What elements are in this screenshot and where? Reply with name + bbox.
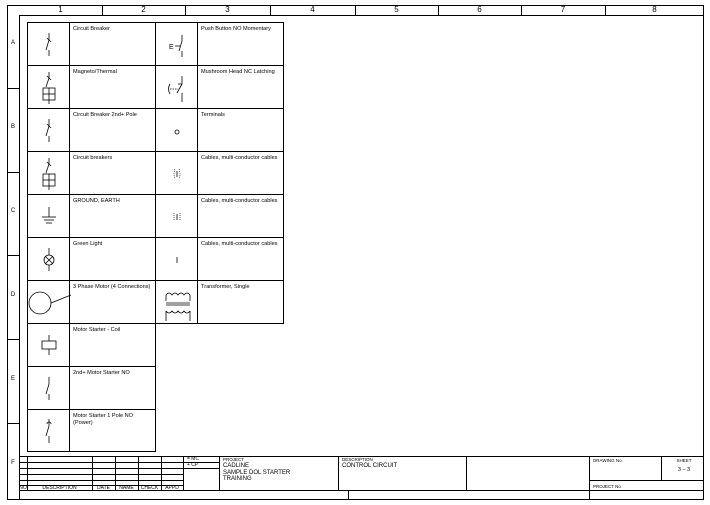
project-no-label: PROJECT No [593, 484, 621, 489]
legend-symbol-cell [27, 237, 70, 281]
legend-label: Circuit Breaker 2nd+ Pole [73, 112, 137, 118]
tb-divider [466, 456, 467, 490]
legend-label-cell [69, 366, 156, 410]
drawing-no-label: DRAWING No. [593, 458, 623, 463]
legend-symbol-cell [27, 194, 70, 238]
row-divider [7, 255, 19, 256]
tb-divider [219, 456, 220, 490]
column-divider [521, 5, 522, 15]
legend-label-cell [69, 194, 156, 238]
project-line: SAMPLE DOL STARTER [223, 469, 291, 476]
legend-symbol-cell [27, 366, 70, 410]
rev-line [19, 474, 183, 475]
project-line: TRAINING [223, 476, 252, 482]
column-divider [185, 5, 186, 15]
description-label: DESCRIPTION [342, 457, 373, 462]
legend-label-cell [69, 22, 156, 66]
row-letter: C [10, 208, 16, 214]
ground-icon [28, 195, 71, 239]
row-letter: B [10, 124, 15, 130]
legend-label: 2nd+ Motor Starter NO [73, 370, 130, 376]
legend-symbol-cell [27, 280, 70, 324]
sheet-value: 3 – 3 [677, 467, 691, 473]
legend-label: Push Button NO Momentary [201, 26, 271, 32]
magneto-thermal-icon [28, 66, 71, 110]
three-phase-motor-icon [28, 281, 71, 325]
column-number: 2 [141, 5, 146, 14]
legend-label-cell [197, 280, 284, 324]
row-letter: F [11, 460, 15, 466]
column-number: 4 [310, 5, 315, 14]
legend-label: Transformer, Single [201, 284, 250, 290]
legend-label-cell [69, 280, 156, 324]
circuit-breaker-icon [28, 23, 71, 67]
rev-header-date: DATE [97, 485, 110, 491]
legend-symbol-cell [155, 280, 198, 324]
legend-label: Green Light [73, 241, 103, 247]
column-divider [270, 5, 271, 15]
legend-label: Terminals [201, 112, 225, 118]
center-mark [348, 490, 349, 500]
circuit-breakers-icon [28, 152, 71, 196]
rev-header-check: CHECK [140, 485, 159, 491]
svg-text:E: E [169, 44, 174, 51]
legend-label-cell [197, 194, 284, 238]
mc-label: = MC [187, 456, 200, 462]
row-letter: A [10, 40, 15, 46]
rev-header-name: NAME [119, 485, 134, 491]
legend-symbol-cell [27, 151, 70, 195]
legend-label: Mushroom Head NC Latching [201, 69, 275, 75]
project-line: CADLINE [223, 463, 250, 469]
sheet-label: SHEET [676, 458, 692, 463]
legend-symbol-cell [27, 65, 70, 109]
column-divider [355, 5, 356, 15]
green-light-icon [28, 238, 71, 282]
push-button-icon [156, 23, 199, 67]
transformer-icon [156, 281, 199, 325]
rev-header-appd: APPD [165, 485, 179, 491]
motor-starter-pole-no-icon [28, 410, 71, 453]
legend-symbol-cell [27, 409, 70, 452]
legend-label-cell [69, 409, 156, 452]
mushroom-head-icon [156, 66, 199, 110]
motor-starter-no-icon [28, 367, 71, 411]
tb-divider [183, 468, 219, 469]
circuit-breaker-pole-icon [28, 109, 71, 153]
motor-starter-coil-icon [28, 324, 71, 368]
cable-icon [156, 152, 199, 196]
legend-label: Magneto/Thermal [73, 69, 117, 75]
column-divider [605, 5, 606, 15]
row-letter: D [10, 292, 16, 298]
legend-label: Motor Starter - Coil [73, 327, 121, 333]
legend-label: Cables, multi-conductor cables [201, 198, 278, 204]
column-number: 7 [560, 5, 566, 14]
legend-symbol-cell [155, 108, 198, 152]
legend-symbol-cell [27, 323, 70, 367]
legend-symbol-cell [155, 237, 198, 281]
legend-label-cell [69, 323, 156, 367]
row-divider [7, 423, 19, 424]
tb-divider [338, 456, 339, 490]
legend-label-cell [69, 108, 156, 152]
legend-label-cell [197, 151, 284, 195]
tb-divider [589, 456, 590, 500]
rev-line [19, 468, 183, 469]
legend-symbol-cell [155, 194, 198, 238]
column-number: 1 [58, 5, 63, 14]
legend-label-cell [197, 65, 284, 109]
cable-icon [156, 195, 199, 239]
legend-label: Circuit breakers [73, 155, 113, 161]
legend-label: Motor Starter 1 Pole NO (Power) [73, 413, 133, 426]
column-number: 8 [652, 5, 657, 14]
legend-label: GROUND, EARTH [73, 198, 120, 204]
legend-label-cell [197, 22, 284, 66]
row-divider [7, 339, 19, 340]
rev-header-no: NO [19, 485, 27, 491]
column-number: 5 [394, 5, 399, 14]
row-letter: E [10, 376, 15, 382]
legend-label: 3 Phase Motor (4 Connections) [73, 284, 151, 290]
rev-line [19, 462, 183, 463]
rev-line [19, 480, 183, 481]
legend-label: Cables, multi-conductor cables [201, 241, 278, 247]
terminal-icon [156, 109, 199, 153]
column-divider [102, 5, 103, 15]
column-number: 3 [225, 5, 230, 14]
legend-label-cell [69, 151, 156, 195]
cable-icon [156, 238, 199, 282]
legend-label-cell [197, 237, 284, 281]
legend-symbol-cell [27, 108, 70, 152]
project-title [223, 463, 290, 483]
row-divider [7, 172, 19, 173]
description-value: CONTROL CIRCUIT [342, 463, 398, 469]
legend-label-cell [69, 65, 156, 109]
legend-symbol-cell [27, 22, 70, 66]
legend-label-cell [197, 108, 284, 152]
tb-divider [661, 456, 662, 480]
legend-label-cell [69, 237, 156, 281]
column-divider [438, 5, 439, 15]
rev-header-description: DESCRIPTION [42, 485, 77, 491]
column-number: 6 [477, 5, 482, 14]
legend-symbol-cell [155, 151, 198, 195]
legend-symbol-cell [155, 22, 198, 66]
project-label: PROJECT [223, 457, 245, 462]
legend-symbol-cell [155, 65, 198, 109]
tb-divider [589, 480, 704, 481]
row-divider [7, 88, 19, 89]
legend-label: Cables, multi-conductor cables [201, 155, 278, 161]
legend-label: Circuit Breaker [73, 26, 110, 32]
cp-label: + CP [187, 462, 199, 468]
